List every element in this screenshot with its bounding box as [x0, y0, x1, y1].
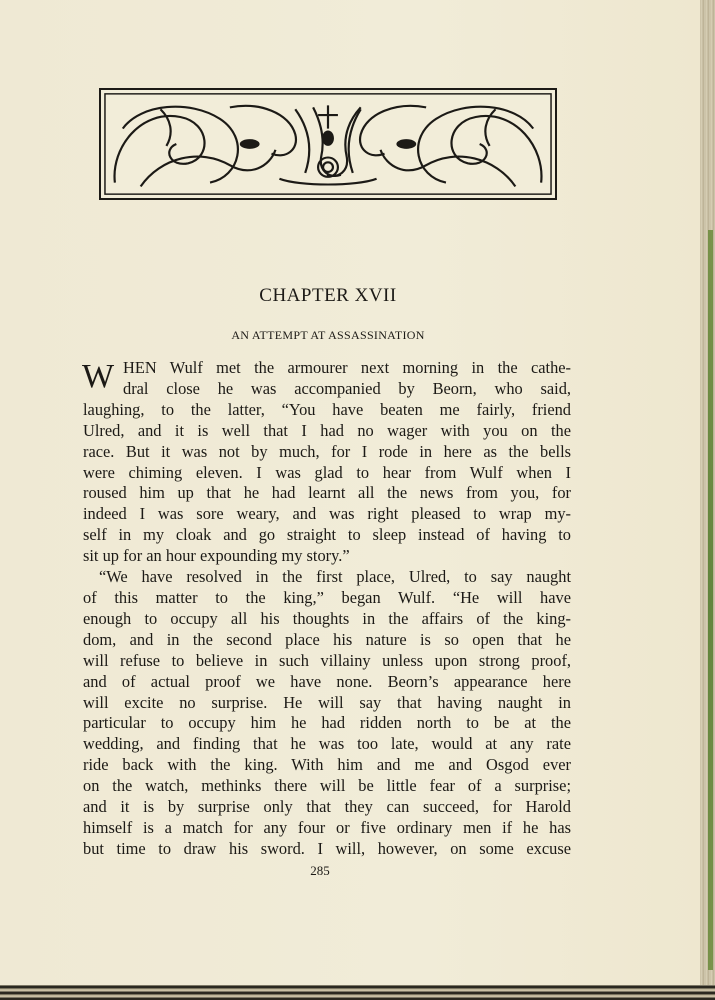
text-line-content: HEN Wulf met the armourer next morning in the cathe- [123, 358, 571, 377]
text-line: but time to draw his sword. I will, however, on some excuse [83, 838, 571, 858]
text-line: will refuse to believe in such villainy unless upon strong proof, [83, 650, 571, 670]
page-number: 285 [310, 863, 330, 878]
chapter-subtitle: AN ATTEMPT AT ASSASSINATION [231, 328, 425, 342]
text-line: on the watch, methinks there will be little fear of a surprise; [83, 776, 571, 796]
page-edge [700, 0, 715, 1000]
binding-strip [708, 230, 713, 970]
text-line: laughing, to the latter, “You have beaten me fairly, friend [83, 399, 571, 419]
text-line: roused him up that he had learnt all the news from you, for [83, 483, 571, 503]
text-line: of this matter to the king,” began Wulf. “He will have [83, 587, 571, 607]
bottom-page-edge [0, 985, 715, 1000]
text-line: Ulred, and it is well that I had no wager with you on the [83, 420, 571, 440]
text-line: indeed I was sore weary, and was right pleased to wrap my- [83, 504, 571, 524]
text-line: and of actual proof we have none. Beorn’s appearance here [83, 671, 571, 691]
text-line: dral close he was accompanied by Beorn, who said, [123, 378, 571, 398]
ornament-scrollwork [101, 90, 555, 198]
text-line: sit up for an hour expounding my story.” [83, 546, 350, 566]
text-line: “We have resolved in the first place, Ulred, to say naught [99, 567, 571, 587]
chapter-title: CHAPTER XVII [259, 285, 397, 306]
text-line: wedding, and finding that he was too late, would at any rate [83, 734, 571, 754]
text-line: himself is a match for any four or five ordinary men if he has [83, 817, 571, 837]
text-line: were chiming eleven. I was glad to hear from Wulf when I [83, 462, 571, 482]
text-line: will excite no surprise. He will say that having naught in [83, 692, 571, 712]
text-line: enough to occupy all his thoughts in the affairs of the king- [83, 608, 571, 628]
text-line: and it is by surprise only that they can succeed, for Harold [83, 797, 571, 817]
text-line: race. But it was not by much, for I rode in here as the bells [83, 441, 571, 461]
body-text [83, 358, 571, 860]
decorative-header-ornament [99, 88, 557, 200]
text-line: particular to occupy him he had ridden north to be at the [83, 713, 571, 733]
text-line: dom, and in the second place his nature is so open that he [83, 629, 571, 649]
drop-cap: W [82, 358, 115, 395]
text-line: ride back with the king. With him and me and Osgod ever [83, 755, 571, 775]
text-line: self in my cloak and go straight to sleep instead of having to [83, 525, 571, 545]
